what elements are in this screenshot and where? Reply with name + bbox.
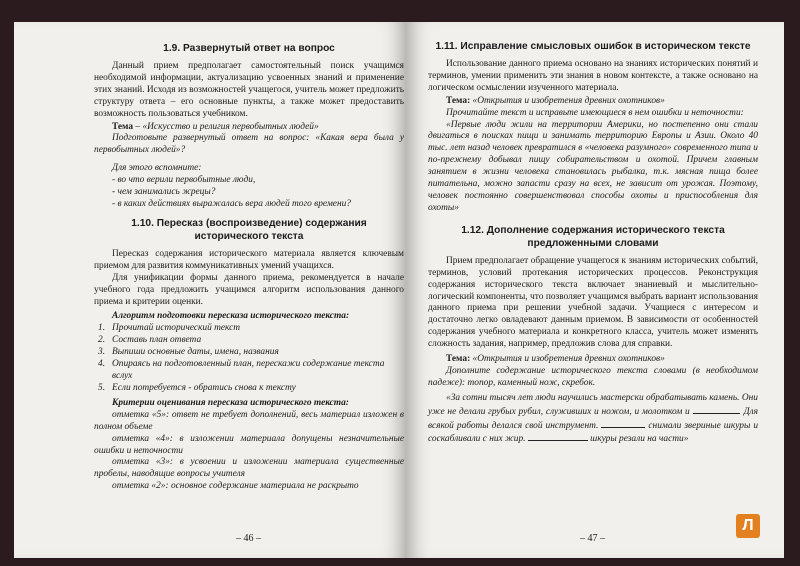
section-1-10-title: 1.10. Пересказ (воспроизведение) содержания исторического текста [131, 217, 367, 242]
section-1-11-text: «Первые люди жили на территории Америки, но постепенно они стали двигаться в поисках пищи и занимать территорию Европы и Азии. Около 40 тыс. лет назад человек превратился в «человека разумного» современного типа и по-прежнему добывал пищу собирательством и охотой. Причем главным занятием в жизни человека становилась рыбалка, т.к. мясная пища более питательна, можно запасти сразу на всех, не зависит от урожая. Поэтому, человек постоянно совершенствовал способы охоты и приспособления для охоты» [428, 119, 758, 213]
section-1-10-paragraph-1: Пересказ содержания исторического материала является ключевым приемом для развития коммуникативных умений учащихся. [94, 248, 404, 271]
section-1-9-paragraph: Данный прием предполагает самостоятельный поиск учащимся необходимой информации, актуализацию усвоенных знаний и применение этих знаний. Исходя из возможностей учащегося, учитель может предложить структуру ответа – его основные пункты, а также может предоставить возможность пользоваться учебником. [94, 61, 404, 119]
blank-line [693, 405, 739, 414]
theme-text: «Открытия и изобретения древних охотников» [470, 354, 665, 365]
section-1-12-theme [428, 354, 758, 366]
section-1-9-title: 1.9. Развернутый ответ на вопрос [163, 43, 335, 54]
section-1-12-task: Дополните содержание исторического текста словами (в необходимом падеже): топор, каменный нож, скребок. [428, 365, 758, 388]
section-1-11-title: 1.11. Исправление смысловых ошибок в историческом тексте [435, 41, 751, 52]
publisher-logo: Л [736, 514, 760, 538]
right-page [406, 22, 784, 558]
criteria-item: отметка «2»: основное содержание материала не раскрыто [112, 481, 359, 492]
blank-line [528, 432, 588, 441]
remember-item: - в каких действиях выражалась вера людей того времени? [112, 198, 351, 209]
section-1-11-paragraph: Использование данного приема основано на знаниях исторических понятий и терминов, умении применить эти знания в новом контексте, а также основано на логическом осмыслении изученного материала. [428, 59, 758, 93]
criteria-item: отметка «5»: ответ не требует дополнений, весь материал изложен в полном объеме [94, 409, 404, 432]
theme-label: Тема [112, 121, 134, 132]
criteria-item: отметка «4»: в изложении материала допущены незначительные ошибки и неточности [94, 433, 404, 456]
remember-item: - чем занимались жрецы? [112, 187, 216, 198]
section-1-10-paragraph-2: Для унификации формы данного приема, рекомендуется в начале учебного года предложить учащимся алгоритм использования данного приема и критерии оценки. [94, 272, 404, 307]
section-1-9-theme [94, 122, 404, 134]
algorithm-item: 2. Составь план ответа [98, 335, 202, 346]
algorithm-item: 1. Прочитай исторический текст [98, 323, 241, 334]
section-1-9-remember: Для этого вспомните: [112, 163, 202, 174]
left-page [14, 22, 406, 558]
theme-label: Тема: [446, 95, 471, 106]
page-number-right: – 47 – [580, 533, 605, 544]
blank-line [601, 419, 645, 428]
section-1-11-task: Прочитайте текст и исправьте имеющиеся в нем ошибки и неточности: [446, 107, 744, 118]
theme-label: Тема: [446, 354, 471, 365]
page-number-left: – 46 – [236, 533, 261, 544]
algorithm-title: Алгоритм подготовки пересказа исторического текста: [112, 311, 350, 322]
section-1-9-task: Подготовьте развернутый ответ на вопрос: «Какая вера была у первобытных людей»? [94, 133, 404, 156]
algorithm-item: 3. Выпиши основные даты, имена, названия [98, 347, 279, 358]
theme-text: «Открытия и изобретения древних охотников» [470, 95, 665, 106]
section-1-12-title: 1.12. Дополнение содержания исторического текста предложенными словами [461, 224, 725, 249]
section-1-12-paragraph: Прием предполагает обращение учащегося к знаниям исторических событий, терминов, условий протекания исторических процессов. Реконструкция содержания исторического текста включает знаниевый и мыслительно-логический компоненты, что позволяет учащимся выбрать вариант использования данного приема при решении учебной задачи. Учащиеся с интересом и достаточно легко овладевают данным приемом. В зависимости от особенностей содержания учебного материала и конкретного класса, учитель может изменять сложность задания, например, предложив слова для справки. [428, 255, 758, 350]
algorithm-item: 4. Опираясь на подготовленный план, перескажи содержание текста вслух [98, 359, 385, 382]
section-1-12-text: «За сотни тысяч лет люди научились мастерски обрабатывать камень. Они уже не делали грубых рубил, служивших и ножом, и молотком и . Для всякой работы делался свой инструмент. снимали звериные шкуры и соскабливали с них жир. шкуры резали на части» [428, 392, 759, 445]
section-1-11-theme [428, 96, 758, 108]
criteria-title: Критерии оценивания пересказа исторического текста: [112, 397, 349, 408]
theme-text: – «Искусство и религия первобытных людей» [133, 121, 319, 132]
algorithm-item: 5. Если потребуется - обратись снова к тексту [98, 382, 296, 393]
remember-item: - во что верили первобытные люди, [112, 175, 256, 186]
criteria-item: отметка «3»: в усвоении и изложении материала существенные пробелы, наводящие вопросы учителя [94, 457, 404, 480]
